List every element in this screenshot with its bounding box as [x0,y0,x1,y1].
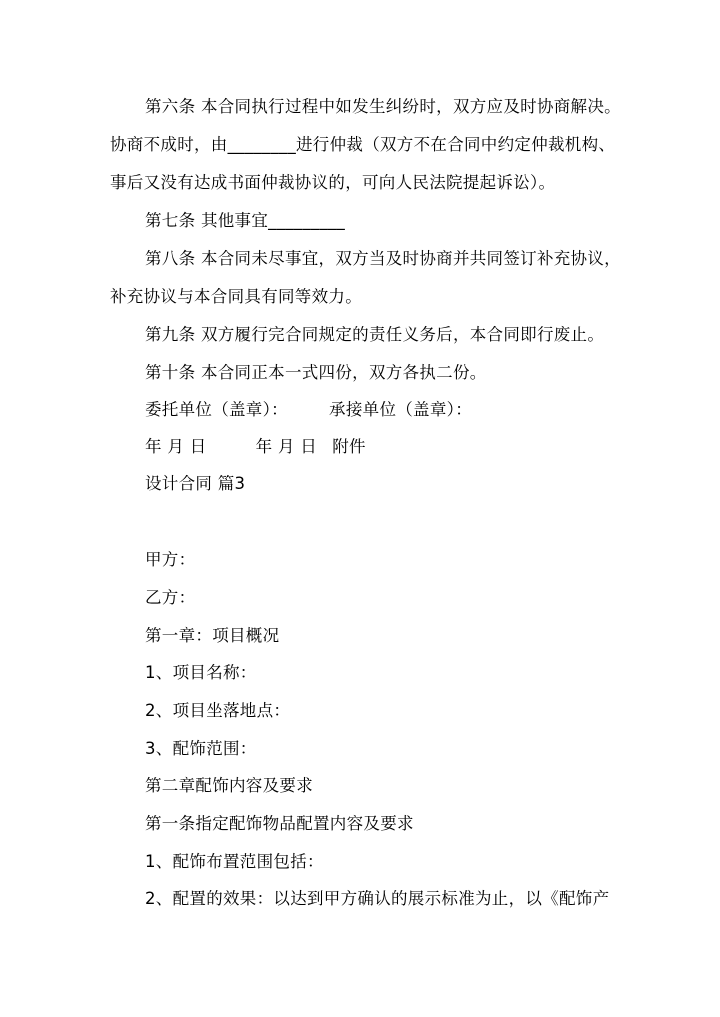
article-10: 第十条 本合同正本一式四份，双方各执二份。 [145,363,487,382]
attachment-label: 附件 [332,437,366,456]
article-8-line-2: 补充协议与本合同具有同等效力。 [110,287,362,306]
article-7: 第七条 其他事宜_________ [145,211,346,230]
contract-title: 设计合同 篇3 [145,474,246,493]
client-date: 年 月 日 [145,437,207,456]
article-9: 第九条 双方履行完合同规定的责任义务后，本合同即行废止。 [145,325,605,344]
party-a-label: 甲方： [145,550,196,569]
article-8-line-1: 第八条 本合同未尽事宜，双方当及时协商并共同签订补充协议， [145,249,621,268]
clause-1-heading: 第一条指定配饰物品配置内容及要求 [145,814,414,833]
article-6-line-3: 事后又没有达成书面仲裁协议的，可向人民法院提起诉讼）。 [110,173,556,192]
seal-line [145,399,472,421]
article-6-line-2: 协商不成时，由________进行仲裁（双方不在合同中约定仲裁机构、 [110,135,616,154]
party-b-label: 乙方： [145,588,196,607]
clause-1-item-2: 2、配置的效果：以达到甲方确认的展示标准为止，以《配饰产 [145,889,610,908]
client-seal-label: 委托单位（盖章）： [145,400,288,419]
item-3: 3、配饰范围： [145,739,257,758]
chapter-2-heading: 第二章配饰内容及要求 [145,776,313,795]
chapter-1-heading: 第一章：项目概况 [145,626,280,645]
clause-1-item-1: 1、配饰布置范围包括： [145,852,324,871]
item-2: 2、项目坐落地点： [145,701,291,720]
contractor-date: 年 月 日 [255,437,318,456]
contractor-seal-label: 承接单位（盖章）： [329,400,472,419]
item-1: 1、项目名称： [145,663,257,682]
date-line [145,436,366,458]
article-6-line-1: 第六条 本合同执行过程中如发生纠纷时，双方应及时协商解决。 [145,97,621,116]
